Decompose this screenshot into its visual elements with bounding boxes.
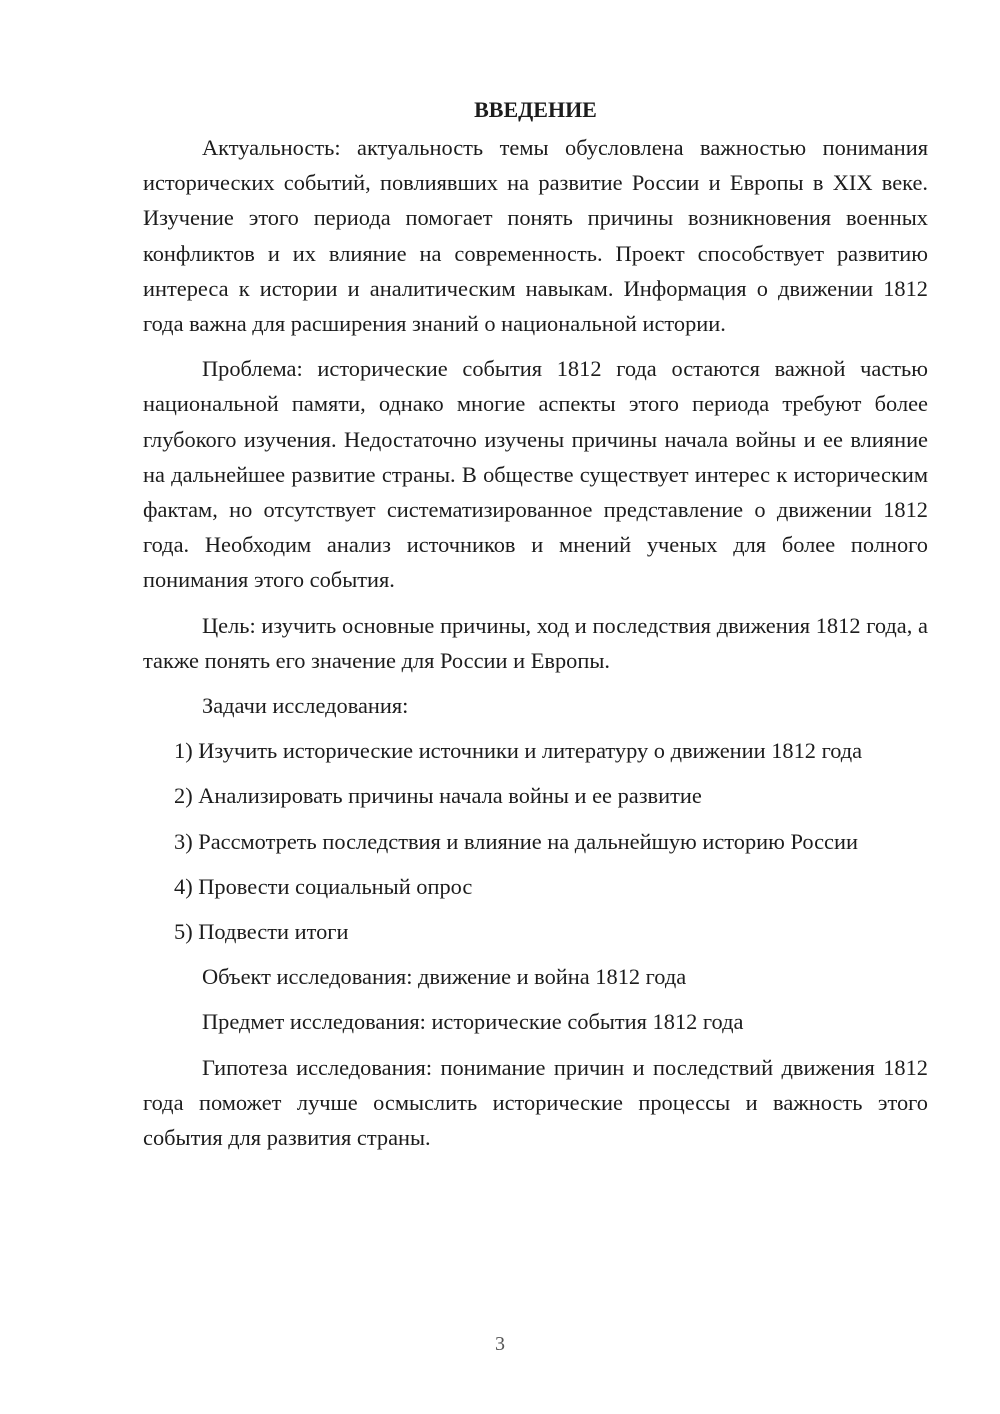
task-item: 1) Изучить исторические источники и литературу о движении 1812 года <box>174 738 863 764</box>
tasks-heading: Задачи исследования: <box>202 693 409 719</box>
research-subject: Предмет исследования: исторические события 1812 года <box>202 1009 744 1035</box>
task-item: 2) Анализировать причины начала войны и ее развитие <box>174 783 702 809</box>
section-title: ВВЕДЕНИЕ <box>474 97 597 122</box>
goal-paragraph: Цель: изучить основные причины, ход и последствия движения 1812 года, а также понять его значение для России и Европы. <box>143 612 928 673</box>
problem-paragraph: Проблема: исторические события 1812 года остаются важной частью национальной памяти, однако многие аспекты этого периода требуют более глубокого изучения. Недостаточно изучены причины начала войны и ее влияние на дальнейшее развитие страны. В обществе существует интерес к историческим фактам, но отсутствует систематизированное представление о движении 1812 года. Необходим анализ источников и мнений ученых для более полного понимания этого события. <box>143 356 928 593</box>
task-item: 5) Подвести итоги <box>174 919 349 945</box>
relevance-paragraph: Актуальность: актуальность темы обусловлена важностью понимания исторических событий, повлиявших на развитие России и Европы в XIX веке. Изучение этого периода помогает понять причины возникновения военных конфликтов и их влияние на современность. Проект способствует развитию интереса к истории и аналитическим навыкам. Информация о движении 1812 года важна для расширения знаний о национальной истории. <box>143 135 928 337</box>
hypothesis-paragraph: Гипотеза исследования: понимание причин и последствий движения 1812 года поможет лучше осмыслить исторические процессы и важность этого события для развития страны. <box>143 1054 928 1151</box>
task-item: 4) Провести социальный опрос <box>174 873 473 899</box>
document-page <box>143 92 928 1155</box>
page-number: 3 <box>495 1333 505 1355</box>
research-object: Объект исследования: движение и война 1812 года <box>202 964 687 990</box>
task-item: 3) Рассмотреть последствия и влияние на дальнейшую историю России <box>174 828 858 854</box>
